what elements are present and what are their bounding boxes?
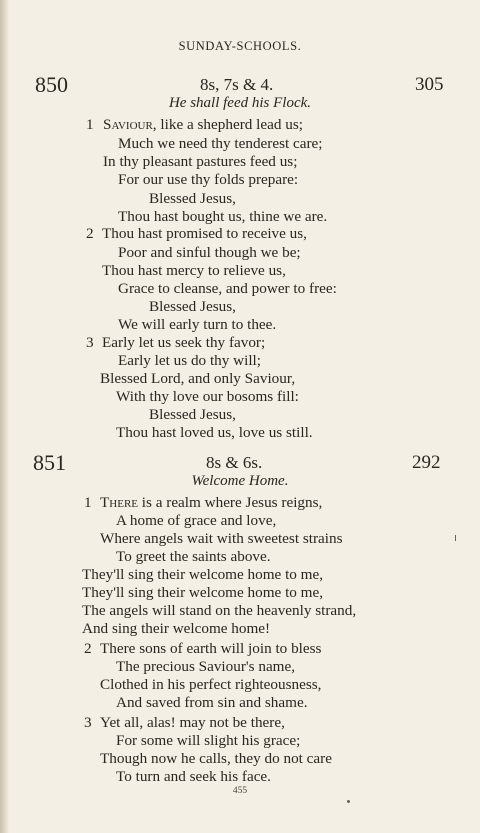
stanza-first-line: There sons of earth will join to bless: [100, 640, 322, 657]
verse-line: Blessed Jesus,: [149, 190, 236, 207]
stanza-first-line: Thou hast promised to receive us,: [102, 225, 307, 242]
stanza-number: 3: [86, 334, 94, 351]
verse-line: For our use thy folds prepare:: [118, 171, 299, 188]
verse-line: The angels will stand on the heavenly strand,: [82, 602, 357, 619]
hymn-meter: 8s, 7s & 4.: [200, 75, 274, 94]
stanza-first-line: Early let us seek thy favor;: [102, 334, 266, 351]
verse-line: They'll sing their welcome home to me,: [82, 566, 324, 583]
verse-line: To greet the saints above.: [116, 548, 271, 565]
stanza-number: 1: [84, 494, 92, 511]
verse-line: Early let us do thy will;: [118, 352, 261, 369]
verse-line: Where angels wait with sweetest strains: [100, 530, 343, 547]
verse-line: With thy love our bosoms fill:: [116, 388, 299, 405]
verse-line: And saved from sin and shame.: [116, 694, 308, 711]
stanza-number: 2: [86, 225, 94, 242]
verse-line: Blessed Jesus,: [149, 298, 236, 315]
stanza-number: 1: [86, 116, 94, 133]
hymn-meter: 8s & 6s.: [206, 453, 263, 472]
verse-line: The precious Saviour's name,: [116, 658, 296, 675]
tune-number: 305: [415, 74, 444, 95]
page-number: 455: [232, 786, 248, 796]
ink-speck: [347, 800, 350, 803]
tune-number: 292: [412, 452, 441, 473]
verse-line: Thou hast bought us, thine we are.: [118, 208, 328, 225]
hymn-subtitle: He shall feed his Flock.: [168, 95, 312, 111]
hymn-number: 851: [33, 450, 66, 475]
stanza-number: 2: [84, 640, 92, 657]
stanza-first-line: Saviour, like a shepherd lead us;: [103, 116, 303, 133]
verse-line: Blessed Jesus,: [149, 406, 236, 423]
verse-line: We will early turn to thee.: [118, 316, 277, 333]
verse-line: Though now he calls, they do not care: [100, 750, 332, 767]
running-head: SUNDAY-SCHOOLS.: [178, 39, 302, 53]
hymn-subtitle: Welcome Home.: [191, 473, 289, 489]
verse-line: A home of grace and love,: [116, 512, 277, 529]
verse-line: For some will slight his grace;: [116, 732, 301, 749]
verse-line: They'll sing their welcome home to me,: [82, 584, 324, 601]
verse-line: Grace to cleanse, and power to free:: [118, 280, 337, 297]
verse-line: Poor and sinful though we be;: [118, 244, 301, 261]
lead-word: There: [100, 494, 138, 511]
stanza-first-line: There is a realm where Jesus reigns,: [100, 494, 323, 511]
verse-line: Clothed in his perfect righteousness,: [100, 676, 322, 693]
verse-line: Blessed Lord, and only Saviour,: [100, 370, 296, 387]
stanza-number: 3: [84, 714, 92, 731]
verse-line: In thy pleasant pastures feed us;: [103, 153, 298, 170]
verse-line: Much we need thy tenderest care;: [118, 135, 323, 152]
verse-line: To turn and seek his face.: [116, 768, 271, 785]
hymn-number: 850: [35, 72, 68, 97]
page-binding-shadow: [0, 0, 9, 833]
verse-line: And sing their welcome home!: [82, 620, 271, 637]
verse-line: Thou hast loved us, love us still.: [116, 424, 313, 441]
lead-word: Saviour,: [103, 116, 157, 133]
stanza-first-line: Yet all, alas! may not be there,: [100, 714, 285, 731]
ink-speck: [455, 535, 456, 541]
verse-line: Thou hast mercy to relieve us,: [102, 262, 286, 279]
